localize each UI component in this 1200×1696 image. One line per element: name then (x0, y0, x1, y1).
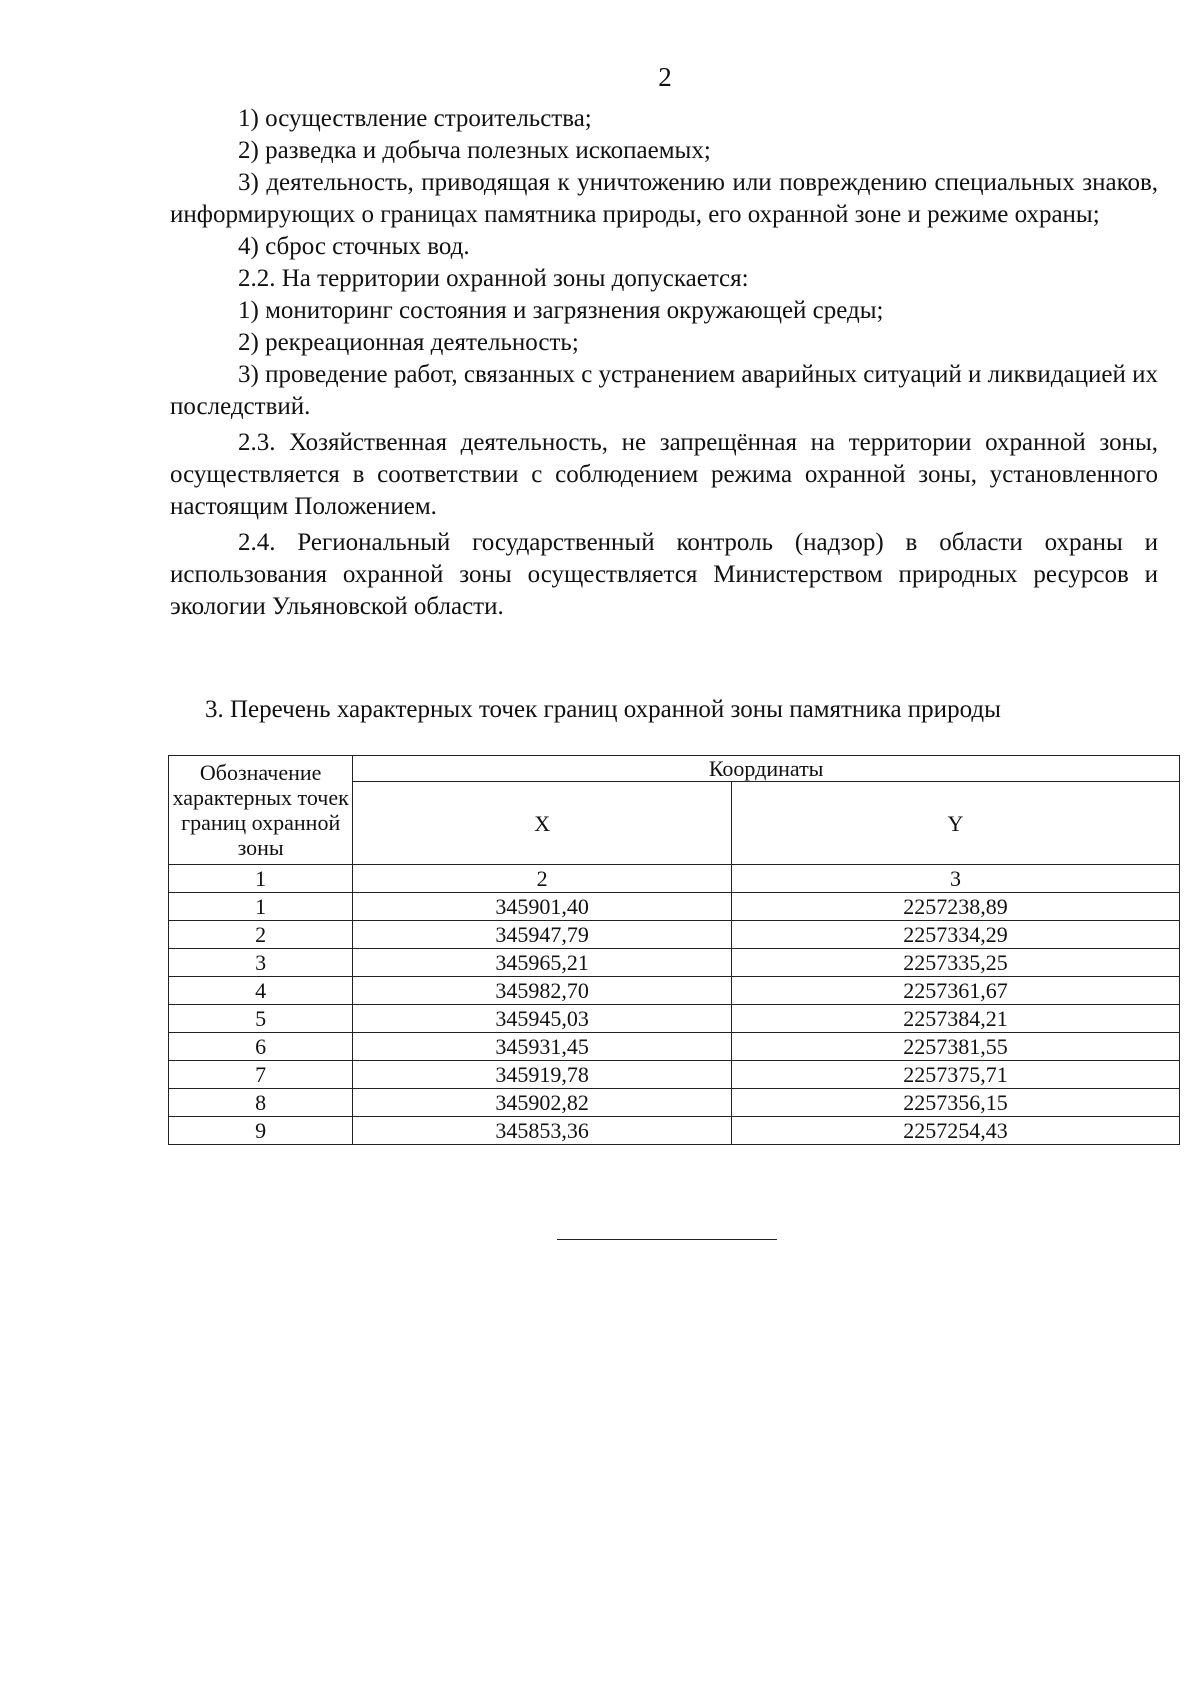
table-row (169, 1089, 1180, 1117)
paragraph-allowed-monitoring: 1) мониторинг состояния и загрязнения окружающей среды; (238, 297, 884, 324)
point-number: 1 (169, 893, 353, 921)
end-of-document-rule (557, 1239, 777, 1240)
document-body (170, 103, 1158, 623)
table-row (169, 1117, 1180, 1145)
paragraph-prohibited-sign-damage: 3) деятельность, приводящая к уничтожению или повреждению специальных знаков, информирующих о границах памятника природы, его охранной зоне и режиме охраны; (170, 169, 1158, 228)
table-row (169, 977, 1180, 1005)
header-y: Y (731, 782, 1179, 865)
column-number: 3 (731, 865, 1179, 893)
section-heading: 3. Перечень характерных точек границ охранной зоны памятника природы (205, 696, 1001, 723)
column-number: 1 (169, 865, 353, 893)
table-row (169, 893, 1180, 921)
coordinate-y: 2257381,55 (731, 1033, 1179, 1061)
coordinate-y: 2257361,67 (731, 977, 1179, 1005)
coordinate-y: 2257335,25 (731, 949, 1179, 977)
coordinate-y: 2257254,43 (731, 1117, 1179, 1145)
coordinate-y: 2257334,29 (731, 921, 1179, 949)
coordinate-x: 345901,40 (353, 893, 732, 921)
table-row (169, 921, 1180, 949)
point-number: 9 (169, 1117, 353, 1145)
paragraph-allowed-recreation: 2) рекреационная деятельность; (238, 329, 579, 356)
table-row (169, 1061, 1180, 1089)
paragraph-prohibited-construction: 1) осуществление строительства; (238, 105, 592, 132)
paragraph-allowed-emergency-works: 3) проведение работ, связанных с устранением аварийных ситуаций и ликвидацией их последствий. (170, 361, 1158, 420)
point-number: 3 (169, 949, 353, 977)
header-coordinates: Координаты (353, 756, 1180, 782)
point-number: 8 (169, 1089, 353, 1117)
coordinate-y: 2257384,21 (731, 1005, 1179, 1033)
coordinate-x: 345853,36 (353, 1117, 732, 1145)
paragraph-prohibited-mining: 2) разведка и добыча полезных ископаемых; (238, 137, 711, 164)
coordinate-x: 345965,21 (353, 949, 732, 977)
header-x: X (353, 782, 732, 865)
coordinates-table (168, 755, 1180, 1145)
table-row (169, 1005, 1180, 1033)
table-row (169, 1033, 1180, 1061)
point-number: 4 (169, 977, 353, 1005)
coordinate-x: 345945,03 (353, 1005, 732, 1033)
coordinate-x: 345931,45 (353, 1033, 732, 1061)
paragraph-section-2-3: 2.3. Хозяйственная деятельность, не запрещённая на территории охранной зоны, осуществляется в соответствии с соблюдением режима охранной зоны, установленного настоящим Положением. (170, 429, 1158, 520)
paragraph-prohibited-wastewater: 4) сброс сточных вод. (238, 233, 470, 260)
point-number: 5 (169, 1005, 353, 1033)
paragraph-section-2-4: 2.4. Региональный государственный контроль (надзор) в области охраны и использования охранной зоны осуществляется Министерством природных ресурсов и экологии Ульяновской области. (170, 529, 1158, 620)
point-number: 2 (169, 921, 353, 949)
coordinate-y: 2257356,15 (731, 1089, 1179, 1117)
point-number: 7 (169, 1061, 353, 1089)
table-row (169, 949, 1180, 977)
column-number-row (169, 865, 1180, 893)
coordinate-x: 345919,78 (353, 1061, 732, 1089)
page-number: 2 (658, 62, 672, 92)
coordinate-x: 345902,82 (353, 1089, 732, 1117)
coordinate-y: 2257238,89 (731, 893, 1179, 921)
header-point-designation: Обозначение характерных точек границ охранной зоны (169, 756, 353, 865)
coordinate-y: 2257375,71 (731, 1061, 1179, 1089)
column-number: 2 (353, 865, 732, 893)
point-number: 6 (169, 1033, 353, 1061)
paragraph-section-2-2: 2.2. На территории охранной зоны допускается: (238, 265, 749, 292)
coordinate-x: 345982,70 (353, 977, 732, 1005)
coordinate-x: 345947,79 (353, 921, 732, 949)
